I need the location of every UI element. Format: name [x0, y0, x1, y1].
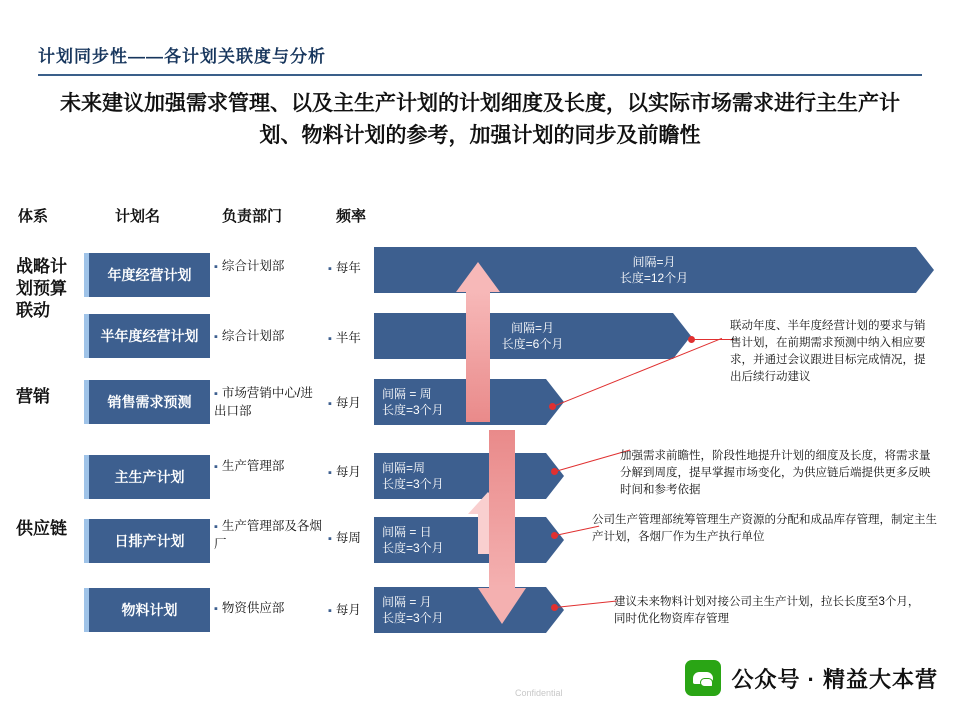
- freq-daily-schedule: ▪ 每周: [328, 528, 361, 546]
- connector-line-1b: [692, 339, 734, 340]
- column-header-system: 体系: [18, 208, 49, 225]
- slide-header: [38, 42, 922, 76]
- dept-half-year: ▪ 综合计划部: [214, 328, 324, 346]
- plan-box-daily-schedule[interactable]: 日排产计划: [84, 519, 210, 563]
- bar-length-material: 长度=3个月: [382, 611, 444, 625]
- bar-interval-annual: 间隔=月: [632, 255, 676, 269]
- pink-arrow-down: [478, 430, 526, 630]
- freq-master-production: ▪ 每月: [328, 462, 361, 480]
- note-demand-foresight: 加强需求前瞻性，阶段性地提升计划的细度及长度，将需求量分解到周度，提早掌握市场变化，为供应链后端提供更多反映时间和参考依据: [620, 450, 931, 496]
- dept-sales-forecast: ▪ 市场营销中心/进出口部: [214, 385, 324, 420]
- note-material-plan: 建议未来物料计划对接公司主生产计划，拉长长度至3个月，同时优化物资库存管理: [614, 596, 920, 625]
- freq-annual: ▪ 每年: [328, 258, 361, 276]
- connector-line-4: [555, 601, 617, 609]
- bar-interval-half-year: 间隔=月: [510, 321, 554, 335]
- dept-material: ▪ 物资供应部: [214, 600, 324, 618]
- pink-arrow-up: [456, 262, 500, 422]
- bar-interval-daily-schedule: 间隔 = 日: [382, 525, 432, 539]
- wechat-icon: [685, 660, 721, 696]
- column-header-frequency: 频率: [336, 208, 367, 225]
- bar-interval-sales-forecast: 间隔 = 周: [382, 387, 432, 401]
- note-linkage: 联动年度、半年度经营计划的要求与销售计划，在前期需求预测中纳入相应要求，并通过会议跟进目标完成情况，提出后续行动建议: [730, 320, 926, 383]
- group-label-marketing: 营销: [16, 387, 50, 406]
- bar-length-half-year: 长度=6个月: [501, 337, 564, 351]
- plan-box-master-production[interactable]: 主生产计划: [84, 455, 210, 499]
- freq-half-year: ▪ 半年: [328, 328, 361, 346]
- bar-length-daily-schedule: 长度=3个月: [382, 541, 444, 555]
- header-divider: [38, 74, 922, 76]
- plan-box-material[interactable]: 物料计划: [84, 588, 210, 632]
- bar-interval-master-production: 间隔=周: [382, 461, 426, 475]
- bar-length-sales-forecast: 长度=3个月: [382, 403, 444, 417]
- confidential-label: Confidential: [515, 688, 563, 698]
- group-label-strategy: 战略计划预算联动: [16, 257, 67, 320]
- dept-daily-schedule: ▪ 生产管理部及各烟厂: [214, 518, 324, 553]
- column-header-plan-name: 计划名: [115, 208, 161, 225]
- watermark: [685, 660, 938, 696]
- timeline-bar-half-year: [374, 313, 691, 359]
- page-title: 计划同步性——各计划关联度与分析: [38, 47, 326, 66]
- dept-annual: ▪ 综合计划部: [214, 258, 324, 276]
- bar-length-master-production: 长度=3个月: [382, 477, 444, 491]
- bar-length-annual: 长度=12个月: [619, 271, 689, 285]
- freq-sales-forecast: ▪ 每月: [328, 393, 361, 411]
- group-label-supply-chain: 供应链: [16, 519, 67, 538]
- plan-box-sales-forecast[interactable]: 销售需求预测: [84, 380, 210, 424]
- plan-box-annual[interactable]: 年度经营计划: [84, 253, 210, 297]
- plan-box-half-year[interactable]: 半年度经营计划: [84, 314, 210, 358]
- freq-material: ▪ 每月: [328, 600, 361, 618]
- slide-subtitle: 未来建议加强需求管理、以及主生产计划的计划细度及长度，以实际市场需求进行主生产计划、物料计划的参考，加强计划的同步及前瞻性: [60, 92, 900, 147]
- timeline-bar-material: [374, 587, 564, 633]
- watermark-text: 公众号 · 精益大本营: [731, 666, 938, 692]
- note-production-management: 公司生产管理部统筹管理生产资源的分配和成品库存管理，制定主生产计划，各烟厂作为生产执行单位: [592, 514, 937, 543]
- bar-interval-material: 间隔 = 月: [382, 595, 432, 609]
- dept-master-production: ▪ 生产管理部: [214, 458, 324, 476]
- column-header-department: 负责部门: [222, 208, 283, 225]
